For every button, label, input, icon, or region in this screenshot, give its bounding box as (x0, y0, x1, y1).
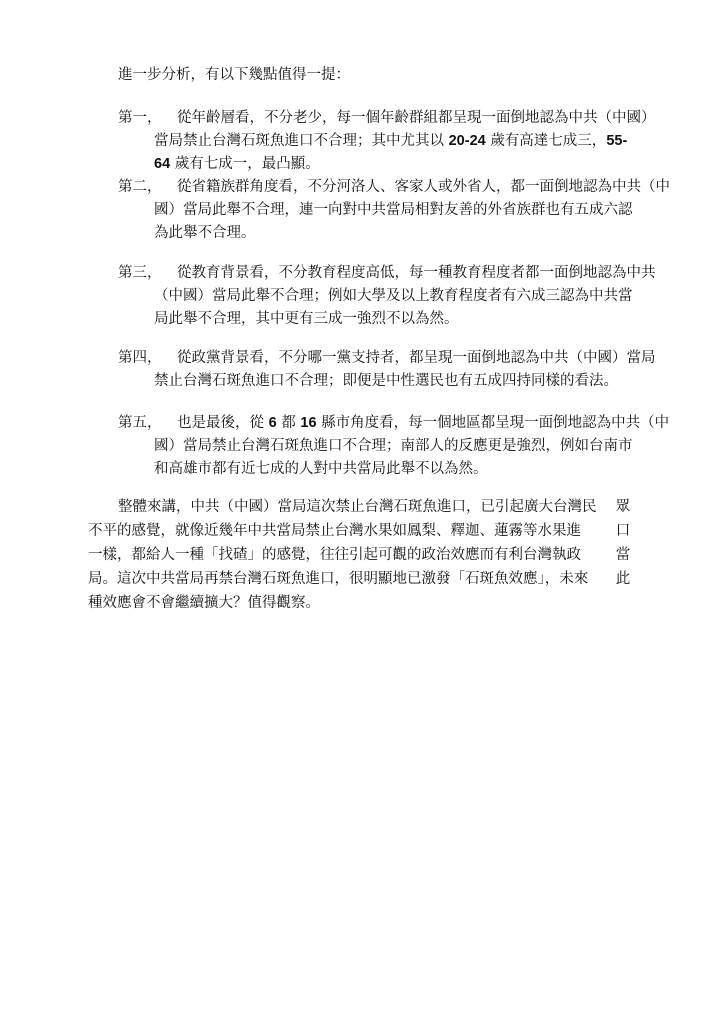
item-label: 第四， (118, 350, 162, 366)
intro-paragraph: 進一步分析，有以下幾點值得一提： (118, 67, 350, 83)
analysis-item-4: 第四， 從政黨背景看，不分哪一黨支持者，都呈現一面倒地認為中共（中國）當局 禁止台灣石斑魚進口不合理；即便是中性選民也有五成四持同樣的看法。 (118, 347, 638, 393)
analysis-item-3: 第三， 從教育背景看，不分教育程度高低，每一種教育程度者都一面倒地認為中共 （中國）當局此舉不合理；例如大學及以上教育程度者有六成三認為中共當 局此舉不合理，其中更有三成一強烈不以為然。 (118, 262, 638, 331)
item-label: 第三， (118, 265, 162, 281)
analysis-item-1: 第一， 從年齡層看，不分老少，每一個年齡群組都呈現一面倒地認為中共（中國） 當局禁止台灣石斑魚進口不合理；其中尤其以 20-24 歲有高達七成三，55- 64 歲有七成一，最凸顯。 (118, 107, 638, 176)
analysis-item-2: 第二， 從省籍族群角度看，不分河洛人、客家人或外省人，都一面倒地認為中共（中 國）當局此舉不合理，連一向對中共當局相對友善的外省族群也有五成六認 為此舉不合理。 (118, 176, 638, 245)
analysis-item-5: 第五， 也是最後，從 6 都 16 縣市角度看，每一個地區都呈現一面倒地認為中共（中 國）當局禁止台灣石斑魚進口不合理；南部人的反應更是強烈，例如台南市 和高雄市都有近七成的人對中共當局此舉不以為然。 (118, 412, 638, 481)
item-label: 第二， (118, 179, 162, 195)
item-label: 第五， (118, 415, 162, 431)
conclusion-paragraph: 整體來講，中共（中國）當局這次禁止台灣石斑魚進口，已引起廣大台灣民 不平的感覺，就像近幾年中共當局禁止台灣水果如鳳梨、釋迦、蓮霧等水果進 一樣，都給人一種「找碴」的感覺，往往引起可觀的政治效應而有利台灣執政 局。這次中共當局再禁台灣石斑魚進口，很明顯地已激發「石斑魚效應」，未來 種效應會不會繼續擴大？值得觀察。 (88, 499, 597, 611)
item-label: 第一， (118, 110, 162, 126)
overflow-wrap-characters: 眾 口 當 此 (615, 499, 631, 587)
